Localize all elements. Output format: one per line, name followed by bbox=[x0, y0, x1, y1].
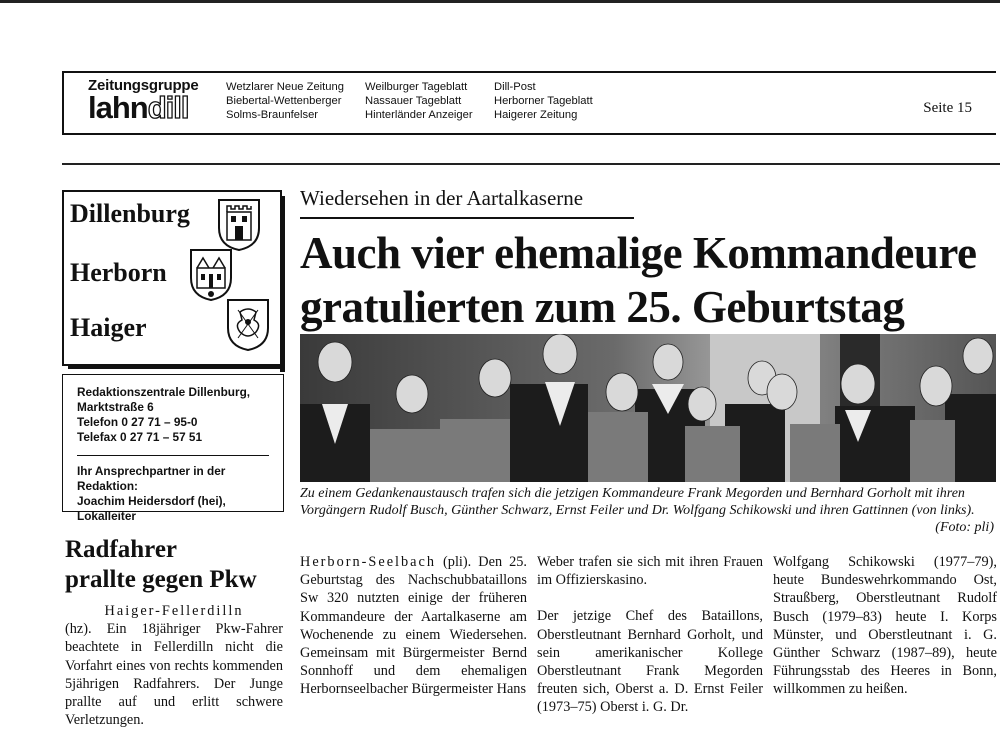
article-column-3: Wolfgang Schikowski (1977–79), heute Bundeswehrkommando Ost, Straußberg, Oberstleutnant Rudolf Busch (1979–83) heute I. Korps Münster, und Oberstleutnant i. G. Günther Schwarz (1987–89), heute Führungsstab des Heeres in Bonn, willkommen zu heißen. bbox=[773, 554, 997, 698]
editorial-address: Redaktionszentrale Dillenburg, bbox=[77, 385, 251, 399]
masthead-separator bbox=[62, 163, 1000, 165]
papers-col-3 bbox=[494, 80, 593, 122]
photo-caption bbox=[300, 485, 994, 536]
article-column-2-p1: Weber trafen sie sich mit ihren Frauen im Offizierskasino. bbox=[537, 554, 763, 589]
paper-name: Herborner Tageblatt bbox=[494, 95, 593, 107]
paper-name: Biebertal-Wettenberger bbox=[226, 95, 342, 107]
kicker-rule bbox=[300, 217, 634, 219]
paper-name: Weilburger Tageblatt bbox=[365, 81, 468, 93]
article-kicker: Wiedersehen in der Aartalkaserne bbox=[300, 186, 584, 210]
contact-name: Joachim Heidersdorf (hei), Lokalleiter bbox=[77, 494, 226, 523]
paper-name: Hinterländer Anzeiger bbox=[365, 109, 473, 121]
editorial-phone: Telefon 0 27 71 – 95-0 bbox=[77, 415, 198, 429]
article-column-2-p2: Der jetzige Chef des Bataillons, Oberstleutnant Bernhard Gorholt, und sein amerikanischer Kollege Oberstleutnant Frank Megorden freuten sich, Oberst a. D. Ernst Feiler (1973–75) Oberst i. G. Dr. bbox=[537, 608, 763, 716]
city-haiger: Haiger bbox=[70, 313, 147, 342]
group-photo bbox=[300, 334, 996, 482]
city-dillenburg: Dillenburg bbox=[70, 199, 190, 228]
article-headline bbox=[300, 226, 977, 334]
paper-name: Solms-Braunfelser bbox=[226, 109, 319, 121]
brand-outline: dill bbox=[147, 90, 189, 125]
paper-name: Nassauer Tageblatt bbox=[365, 95, 462, 107]
side-headline-line-2: prallte gegen Pkw bbox=[65, 566, 257, 593]
headline-line-1: Auch vier ehemalige Kommandeure bbox=[300, 228, 977, 278]
city-herborn: Herborn bbox=[70, 258, 167, 287]
papers-col-1 bbox=[226, 80, 344, 122]
paper-name: Wetzlarer Neue Zeitung bbox=[226, 81, 344, 93]
headline-line-2: gratulierten zum 25. Geburtstag bbox=[300, 282, 905, 332]
article-column-2 bbox=[537, 553, 763, 717]
dillenburg-crest-icon bbox=[217, 198, 261, 252]
papers-col-2 bbox=[365, 80, 473, 122]
side-article-text: (hz). Ein 18jähriger Pkw-Fahrer beachtete in Fellerdilln nicht die Vorfahrt eines von rechts kommenden 5jährigen Radfahrers. Der Junge prallte auf und erlitt schwere Verletzungen. bbox=[65, 621, 283, 729]
editorial-street: Marktstraße 6 bbox=[77, 400, 154, 414]
paper-name: Dill-Post bbox=[494, 81, 536, 93]
brand-solid: lahn bbox=[88, 90, 148, 125]
editorial-info-box bbox=[62, 374, 284, 523]
top-rule bbox=[0, 0, 1000, 3]
paper-name: Haigerer Zeitung bbox=[494, 109, 578, 121]
page-number: Seite 15 bbox=[923, 100, 972, 116]
group-label: Zeitungsgruppe bbox=[88, 77, 199, 94]
side-article-headline bbox=[65, 535, 257, 595]
city-box-shadow bbox=[280, 196, 285, 372]
caption-text: Zu einem Gedankenaustausch trafen sich die jetzigen Kommandeure Frank Megorden und Bernhard Gorholt mit ihren Vorgängern Rudolf Busch, Günther Schwarz, Ernst Feiler und Dr. Wolfgang Schikowski und ihren Gattinnen (von links). bbox=[300, 486, 975, 518]
side-article-dateline: Haiger-Fellerdilln bbox=[104, 603, 244, 619]
side-article-body bbox=[65, 602, 283, 729]
haiger-crest-icon bbox=[226, 298, 270, 352]
article-dateline: Herborn-Seelbach bbox=[300, 554, 437, 570]
side-headline-line-1: Radfahrer bbox=[65, 536, 178, 563]
herborn-crest-icon bbox=[189, 248, 233, 302]
article-column-1-text: (pli). Den 25. Geburtstag des Nachschubbataillons Sw 320 nutzten einige der früheren Kommandeure der Aartalkaserne am Wochenende zu einem Wiedersehen. Gemeinsam mit Bürgermeister Bernd Sonnhoff und dem ehemaligen Herbornseelbacher Bürgermeister Hans bbox=[300, 554, 527, 698]
contact-label: Ihr Ansprechpartner in der Redaktion: bbox=[77, 464, 226, 493]
article-column-1 bbox=[300, 553, 527, 699]
photo-credit: (Foto: pli) bbox=[935, 520, 994, 535]
city-box-shadow bbox=[68, 364, 285, 369]
brand-logo bbox=[88, 90, 189, 126]
editorial-fax: Telefax 0 27 71 – 57 51 bbox=[77, 430, 203, 444]
divider bbox=[77, 455, 269, 456]
